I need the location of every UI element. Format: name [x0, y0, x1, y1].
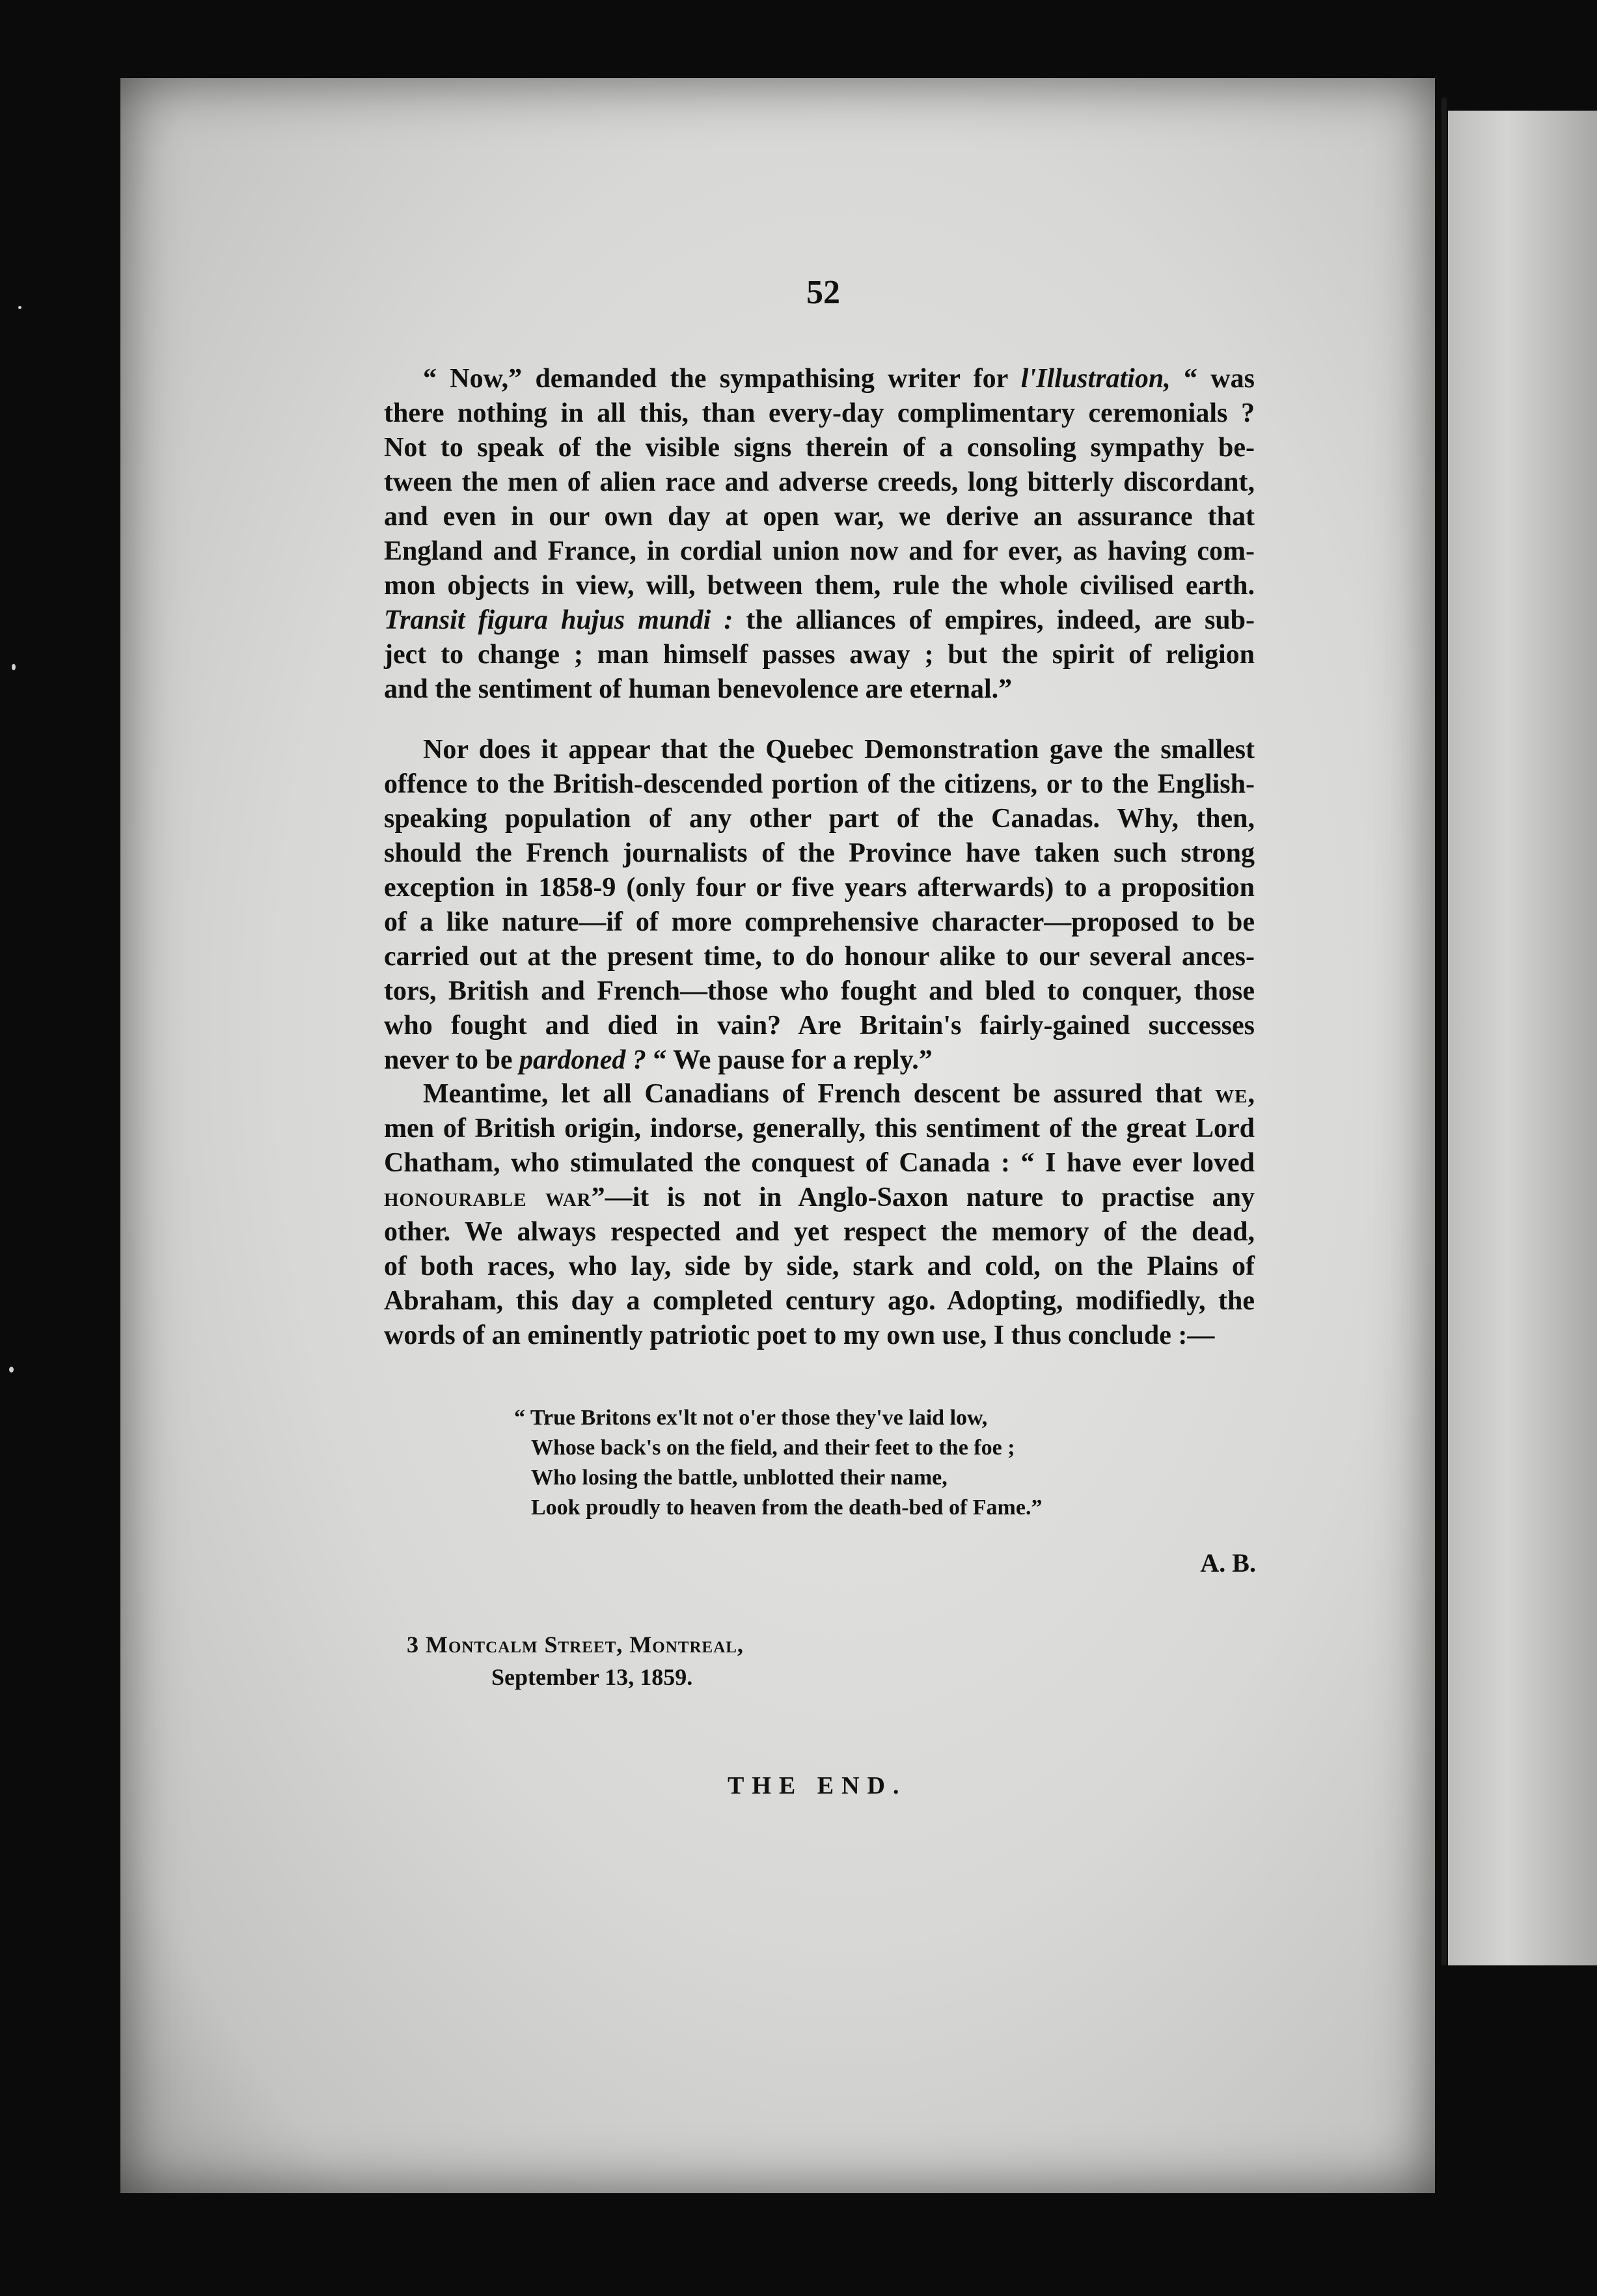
text-line [384, 905, 1255, 940]
text-run: “ We pause for a reply.” [646, 1045, 933, 1075]
text-line [384, 1250, 1255, 1284]
scan-speck [12, 664, 16, 670]
text-line [384, 1112, 1255, 1146]
text-line [384, 802, 1255, 836]
text-line [384, 940, 1255, 974]
text-run: who fought and died in vain? Are Britain's fairly-gained successes [384, 1011, 1255, 1041]
page-number: 52 [806, 274, 840, 311]
text-line [384, 1319, 1255, 1353]
text-run: Meantime, let all Canadians of French descent be assured that [423, 1079, 1216, 1109]
poem-line: “ True Britons ex'lt not o'er those they've laid low, [514, 1406, 988, 1430]
page-edge [1441, 98, 1447, 1965]
text-line [384, 767, 1255, 802]
text-run: never to be [384, 1045, 520, 1075]
text-line [384, 431, 1255, 465]
text-run: there nothing in all this, than every-day complimentary ceremonials ? [384, 398, 1255, 428]
adjacent-page-strip [1448, 111, 1597, 1965]
text-run: England and France, in cordial union now and for ever, as having com- [384, 536, 1255, 566]
text-run: tors, British and French—those who fought and bled to conquer, those [384, 976, 1255, 1006]
text-line [384, 1043, 1255, 1078]
text-line [384, 362, 1255, 396]
text-line [384, 1284, 1255, 1319]
text-line [384, 1215, 1255, 1250]
address-street: 3 Montcalm Street, Montreal, [407, 1632, 744, 1658]
text-line [384, 500, 1255, 534]
text-run: tween the men of alien race and adverse creeds, long bitterly discordant, [384, 467, 1255, 497]
address-block [407, 1628, 744, 1693]
poem-line: Whose back's on the field, and their feet to the foe ; [531, 1436, 1015, 1460]
text-run: of a like nature—if of more comprehensive character—proposed to be [384, 907, 1255, 937]
text-line [384, 974, 1255, 1009]
text-run: offence to the British-descended portion of the citizens, or to the English- [384, 769, 1255, 799]
text-run: other. We always respected and yet respect the memory of the dead, [384, 1217, 1255, 1247]
text-run: speaking population of any other part of the Canadas. Why, then, [384, 804, 1255, 834]
small-caps-text: honourable war [384, 1182, 592, 1212]
the-end-heading: THE END. [728, 1772, 907, 1799]
text-run: the alliances of empires, indeed, are sub- [733, 605, 1255, 635]
italic-text: pardoned ? [519, 1045, 646, 1075]
poem-line: Look proudly to heaven from the death-bed of Fame.” [531, 1496, 1043, 1520]
text-line [384, 1181, 1255, 1215]
text-run: Not to speak of the visible signs therein of a consoling sympathy be- [384, 433, 1255, 463]
text-line [384, 871, 1255, 905]
text-line [384, 733, 1255, 767]
text-run: Abraham, this day a completed century ago. Adopting, modifiedly, the [384, 1286, 1255, 1316]
text-run: ”—it is not in Anglo-Saxon nature to practise any [591, 1182, 1255, 1212]
italic-text: l'Illustration, [1020, 364, 1171, 394]
text-line [384, 396, 1255, 431]
text-run: men of British origin, indorse, generally, this sentiment of the great Lord [384, 1114, 1255, 1143]
scan-speck [18, 306, 21, 309]
paragraph-quebec-demonstration [384, 733, 1255, 1078]
quote-paragraph [384, 362, 1255, 707]
paragraph-meantime [384, 1077, 1255, 1353]
text-run: Chatham, who stimulated the conquest of Canada : “ I have ever loved [384, 1148, 1255, 1178]
text-line [384, 1009, 1255, 1043]
text-run: exception in 1858-9 (only four or five years afterwards) to a proposition [384, 873, 1255, 903]
poem-quote [514, 1403, 1165, 1523]
text-line [384, 465, 1255, 500]
text-run: Nor does it appear that the Quebec Demonstration gave the smallest [423, 735, 1255, 765]
text-line [384, 1077, 1255, 1112]
text-run: and the sentiment of human benevolence are eternal.” [384, 674, 1013, 704]
small-caps-text: we [1215, 1079, 1248, 1109]
text-line [384, 569, 1255, 603]
text-run: “ was [1170, 364, 1255, 394]
text-run: of both races, who lay, side by side, stark and cold, on the Plains of [384, 1251, 1255, 1281]
poem-line: Who losing the battle, unblotted their name, [531, 1466, 948, 1490]
text-run: mon objects in view, will, between them, rule the whole civilised earth. [384, 571, 1255, 601]
text-line [384, 836, 1255, 871]
text-line [384, 672, 1255, 707]
text-run: , [1248, 1079, 1255, 1109]
text-line [384, 1146, 1255, 1181]
text-run: should the French journalists of the Province have taken such strong [384, 838, 1255, 868]
author-initials: A. B. [1200, 1548, 1256, 1578]
text-line [384, 534, 1255, 569]
italic-text: Transit figura hujus mundi : [384, 605, 733, 635]
text-line [384, 638, 1255, 672]
scan-speck [9, 1367, 14, 1373]
text-run: words of an eminently patriotic poet to my own use, I thus conclude :— [384, 1320, 1215, 1350]
text-run: “ Now,” demanded the sympathising writer for [423, 364, 1021, 394]
text-run: ject to change ; man himself passes away ; but the spirit of religion [384, 640, 1255, 670]
text-run: carried out at the present time, to do honour alike to our several ances- [384, 942, 1255, 972]
text-line [384, 603, 1255, 638]
text-run: and even in our own day at open war, we derive an assurance that [384, 502, 1255, 532]
address-date: September 13, 1859. [491, 1664, 693, 1690]
